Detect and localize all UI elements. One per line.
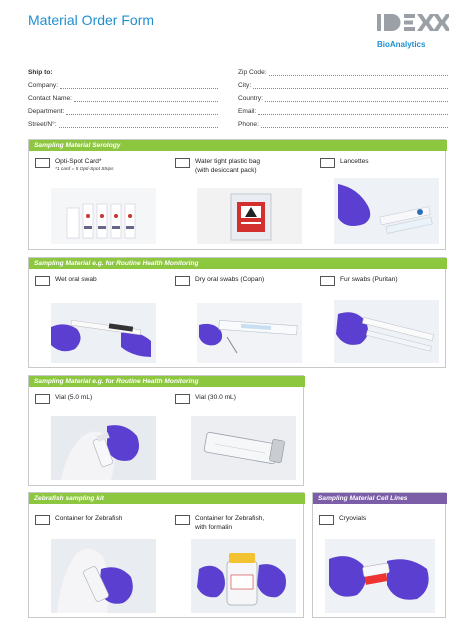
cryovials-image (325, 539, 435, 613)
plastic-bag-photo (197, 188, 302, 244)
checkbox[interactable] (175, 158, 190, 168)
checkbox[interactable] (35, 394, 50, 404)
checkbox[interactable] (175, 515, 190, 525)
page-title: Material Order Form (28, 12, 155, 28)
item-label: Cryovials (339, 515, 367, 522)
wet-swab-image (51, 303, 156, 363)
dry-swab-image (197, 303, 302, 363)
vial-5ml-image (51, 416, 156, 480)
vial-30ml-photo (191, 416, 296, 480)
section-serology (28, 139, 446, 250)
city-field[interactable]: City: (238, 79, 448, 89)
plastic-bag-image (197, 188, 302, 244)
section-title: Sampling Material Serology (29, 140, 447, 151)
lancettes-photo (334, 178, 439, 244)
lancettes-image (334, 178, 439, 244)
section-zebrafish (28, 492, 304, 618)
section-title: Sampling Material e.g. for Routine Health Monitoring (29, 258, 447, 269)
zebrafish-container-photo (51, 539, 156, 613)
ship-to-heading: Ship to: (28, 69, 53, 76)
checkbox[interactable] (175, 394, 190, 404)
fur-swab-image (334, 300, 439, 363)
item-label-line2: with formalin (195, 524, 233, 531)
item-label: Vial (5.0 mL) (55, 394, 93, 401)
zip-code-field[interactable]: Zip Code: (238, 66, 448, 76)
wet-swab-photo (51, 303, 156, 363)
phone-field[interactable]: Phone: (238, 118, 448, 128)
section-vials (28, 375, 304, 486)
checkbox[interactable] (35, 158, 50, 168)
vial-30ml-image (191, 416, 296, 480)
cryovials-photo (325, 539, 435, 613)
checkbox[interactable] (35, 515, 50, 525)
vial-5ml-photo (51, 416, 156, 480)
idexx-logo (377, 12, 449, 34)
checkbox[interactable] (320, 158, 335, 168)
checkbox[interactable] (175, 276, 190, 286)
department-field[interactable]: Department: (28, 105, 218, 115)
item-note: *1 card = 5 Opti-Spot Strips (55, 167, 114, 172)
dry-swab-photo (197, 303, 302, 363)
country-field[interactable]: Country: (238, 92, 448, 102)
section-cell-lines (312, 492, 446, 618)
item-label: Lancettes (340, 158, 369, 165)
email-field[interactable]: Email: (238, 105, 448, 115)
section-swabs (28, 257, 446, 368)
contact-name-field[interactable]: Contact Name: (28, 92, 218, 102)
section-title: Sampling Material Cell Lines (313, 493, 447, 504)
item-label: Opti-Spot Card* (55, 158, 102, 165)
opti-spot-photo (51, 188, 156, 244)
item-label-line2: (with desiccant pack) (195, 167, 257, 174)
item-label: Water tight plastic bag (195, 158, 260, 165)
opti-spot-image (51, 188, 156, 244)
zebrafish-formalin-image (191, 539, 296, 613)
section-title: Sampling Material e.g. for Routine Health Monitoring (29, 376, 305, 387)
section-title: Zebrafish sampling kit (29, 493, 305, 504)
item-label: Wet oral swab (55, 276, 97, 283)
checkbox[interactable] (35, 276, 50, 286)
fur-swab-photo (334, 300, 439, 363)
bioanalytics-label: BioAnalytics (377, 40, 426, 49)
checkbox[interactable] (319, 515, 334, 525)
item-label: Fur swabs (Puritan) (340, 276, 398, 283)
item-label: Container for Zebrafish, (195, 515, 265, 522)
item-label: Vial (30.0 mL) (195, 394, 236, 401)
zebrafish-formalin-photo (191, 539, 296, 613)
item-label: Container for Zebrafish (55, 515, 123, 522)
street-field[interactable]: Street/N°: (28, 118, 218, 128)
checkbox[interactable] (320, 276, 335, 286)
item-label: Dry oral swabs (Copan) (195, 276, 265, 283)
idexx-logo-mark (377, 12, 449, 34)
zebrafish-container-image (51, 539, 156, 613)
company-field[interactable]: Company: (28, 79, 218, 89)
